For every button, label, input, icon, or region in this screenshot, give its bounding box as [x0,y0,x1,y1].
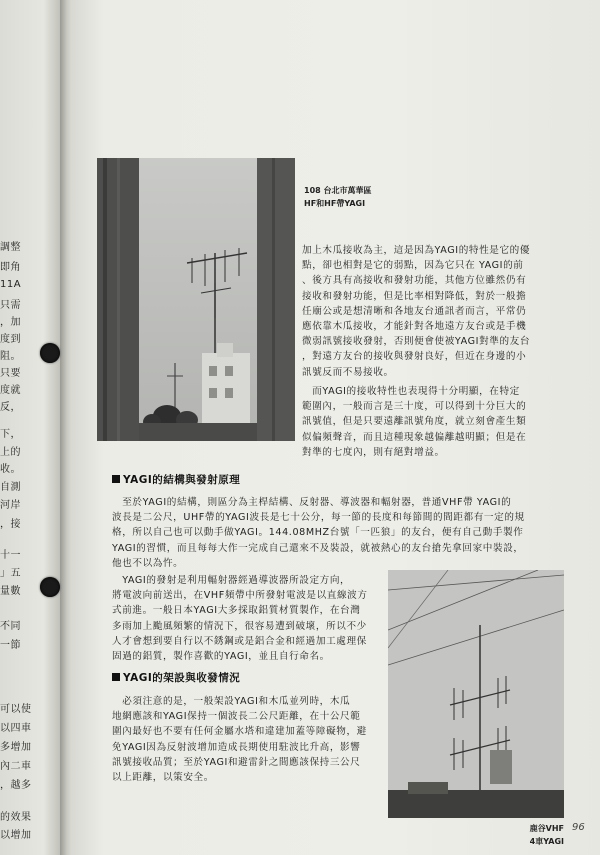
left-page-line: 下， [0,429,21,440]
paragraph-installation [112,694,384,785]
text-line: 任廟公或是想清晰和各地友台通訊者而言，平常仍 [302,305,527,317]
text-line: 波長是二公尺，UHF帶的YAGI波長是七十公分，每一節的長度和每節間的間距都有一定的規 [112,512,525,524]
left-page-line: 反， [0,402,21,413]
photo-vhf-yagi-array-image [388,570,564,818]
left-page-line: 上的 [0,447,21,458]
left-page-line: 調整 [0,242,21,253]
left-page-line: 以增加 [0,830,32,841]
left-page-strip [0,0,62,855]
left-page-line: 11A [0,279,22,290]
text-line: 點，卻也相對是它的弱點，因為它只在 YAGI的前 [302,260,524,272]
text-line: 多雨加上颱風頻繁的情況下，很容易遭到破壞，所以不少 [112,620,367,632]
page-number: 96 [572,822,585,833]
left-page-line: 即角 [0,262,21,273]
photo-caption-top [304,184,371,210]
paragraph-intro [302,243,564,380]
photo-caption-bottom-2 [506,835,564,848]
left-page-line: 阻。 [0,351,21,362]
left-page-line: 度到 [0,334,21,345]
caption-bottom-line1: 鹿谷VHF [529,824,564,833]
text-line: 似偏頻聲音，而且這種現象越偏離越明顯；但是在 [302,431,527,443]
text-line: 對準的七度內，則有絕對增益。 [302,446,445,458]
paragraph-structure [112,495,560,571]
heading-text: YAGI的結構與發射原理 [123,474,241,486]
text-line: 他也不以為忤。 [112,557,184,569]
caption-top-line2: HF和HF帶YAGI [304,199,366,208]
left-page-line: 的效果 [0,812,32,823]
paragraph-receive-characteristics [302,384,564,460]
text-line: 式前進。一般日本YAGI大多採取鋁質材質製作，在台灣 [112,605,361,617]
text-line: 人才會想到要自行以不銹鋼或是鋁合金和經過加工處理保 [112,635,367,647]
left-page-line: 收。 [0,464,21,475]
text-line: 訊號反而不易接收。 [302,366,394,378]
left-page-line: 十一 [0,550,21,561]
photo-tower-yagi-image [97,158,295,441]
left-page-line: 以四車 [0,723,32,734]
heading-square-icon [112,475,120,483]
heading-square-icon [112,673,120,681]
text-line: 至於YAGI的結構，則區分為主桿結構、反射器、導波器和輻射器，普通VHF帶 YAGI的 [112,497,512,508]
left-page-line: 」五 [0,568,21,579]
text-line: 而YAGI的接收特性也表現得十分明顯，在特定 [302,386,520,397]
text-line: 地網應該和YAGI保持一個波長二公尺距離，在十公尺範 [112,711,361,723]
left-page-line: 一節 [0,640,21,651]
left-page-line: 多增加 [0,742,32,753]
text-line: 將電波向前送出，在VHF頻帶中所發射電波是以直線波方 [112,590,368,602]
left-page-line: 只要 [0,368,21,379]
left-page-line: ，越多 [0,780,32,791]
left-page-line: 自測 [0,482,21,493]
text-line: 必須注意的是，一般架設YAGI和木瓜並列時，木瓜 [112,696,351,707]
section-heading-installation [112,670,240,685]
text-line: 加上木瓜接收為主，這是因為YAGI的特性是它的優 [302,245,531,256]
text-line: 微弱訊號接收發射，否則便會使被YAGI對準的友台 [302,336,531,348]
left-page-line: ，加 [0,317,21,328]
caption-top-line1: 108 台北市萬華區 [304,186,372,195]
binder-hole-top [40,343,60,363]
text-line: 免YAGI因為反射波增加造成長期使用駐波比升高，影響 [112,741,361,753]
text-line: YAGI的習慣，而且每每大作一完成自己還來不及裝設，就被熱心的友台搶先拿回家中裝設， [112,542,524,554]
left-page-line: 可以使 [0,704,32,715]
caption-bottom-line2: 4車YAGI [529,837,564,846]
text-line: YAGI的發射是利用輻射器經過導波器所設定方向， [112,575,351,586]
left-page-line: 量數 [0,586,21,597]
binder-hole-bottom [40,577,60,597]
text-line: 、後方具有高接收和發射功能，其他方位雖然仍有 [302,275,527,287]
text-line: 圍內最好也不要有任何金屬水塔和違建加蓋等障礙物，避 [112,726,367,738]
left-page-line: 不同 [0,621,21,632]
photo-caption-bottom [506,822,564,835]
left-page-line: ，接 [0,519,21,530]
section-heading-structure [112,472,240,487]
text-line: 格，所以自己也可以動手做YAGI。144.08MHZ台號「一匹狼」的友台，便有自己動手製作 [112,527,524,539]
left-page-line: 度就 [0,385,21,396]
left-page-line: 只需 [0,300,21,311]
heading-text: YAGI的架設與收發情況 [123,672,241,684]
text-line: 固過的鋁質，製作喜歡的YAGI，並且自行命名。 [112,651,330,663]
text-line: ，對遠方友台的接收與發射良好，但近在身邊的小 [302,351,527,363]
photo-tower-yagi [97,158,295,441]
text-line: 應依靠木瓜接收，才能針對各地遠方友台或是手機 [302,321,527,333]
paragraph-transmission [112,573,384,664]
text-line: 範圍內，一般而言是三十度，可以得到十分巨大的 [302,401,527,413]
photo-vhf-yagi-array [388,570,564,818]
text-line: 訊號值，但是只要遠離訊號角度，就立刻會產生類 [302,416,527,428]
left-page-line: 內二車 [0,761,32,772]
text-line: 接收和發射功能，但是比率相對降低，對於一般擔 [302,290,527,302]
text-line: 訊號接收品質；至於YAGI和避雷針之間應該保持三公尺 [112,756,361,768]
text-line: 以上距離，以策安全。 [112,772,214,784]
left-page-line: 河岸 [0,500,21,511]
